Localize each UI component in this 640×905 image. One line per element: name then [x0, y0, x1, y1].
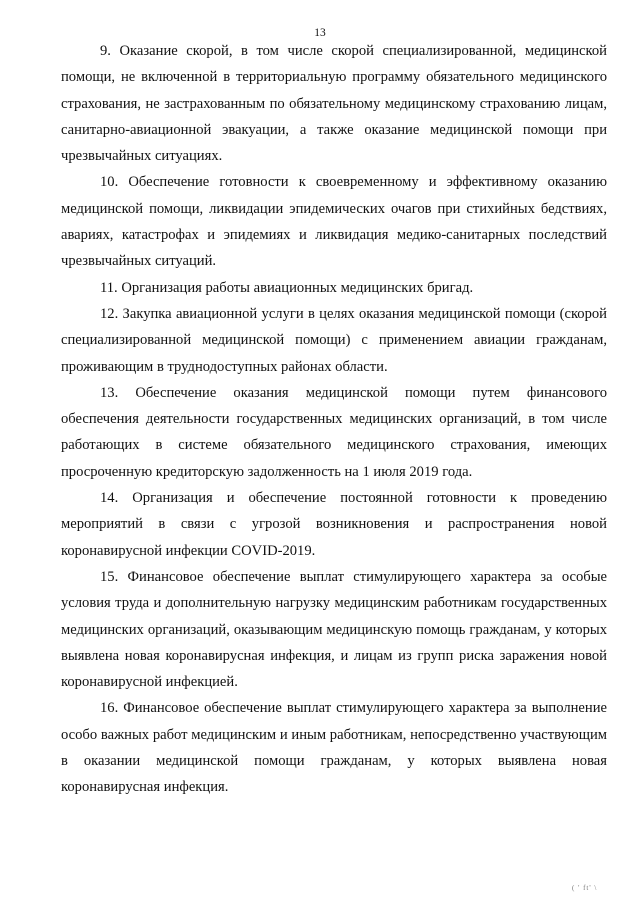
- paragraph-item-15: 15. Финансовое обеспечение выплат стимулирующего характера за особые условия труда и дополнительную нагрузку медицинским работникам государственных медицинских организаций, оказывающим медицинскую помощь гражданам, у которых выявлена новая коронавирусная инфекция, и лицам из групп риска заражения новой коронавирусной инфекцией.: [61, 568, 607, 691]
- document-body: [61, 38, 607, 801]
- paragraph-item-11: 11. Организация работы авиационных медицинских бригад.: [100, 279, 474, 296]
- paragraph-item-14: 14. Организация и обеспечение постоянной готовности к проведению мероприятий в связи с угрозой возникновения и распространения новой коронавирусной инфекции COVID-2019.: [61, 490, 607, 559]
- paragraph-item-16: 16. Финансовое обеспечение выплат стимулирующего характера за выполнение особо важных работ медицинским и иным работникам, непосредственно участвующим в оказании медицинской помощи гражданам, у которых выявлена новая коронавирусная инфекция.: [61, 700, 607, 796]
- paragraph-item-12: 12. Закупка авиационной услуги в целях оказания медицинской помощи (скорой специализированной медицинской помощи) с применением авиации гражданам, проживающим в труднодоступных районах области.: [61, 305, 607, 375]
- paragraph-item-13: 13. Обеспечение оказания медицинской помощи путем финансового обеспечения деятельности государственных медицинских организаций, в том числе работающих в системе обязательного медицинского страхования, имеющих просроченную кредиторскую задолженность на 1 июля 2019 года.: [61, 384, 607, 480]
- paragraph-item-10: 10. Обеспечение готовности к своевременному и эффективному оказанию медицинской помощи, ликвидации эпидемических очагов при стихийных бедствиях, авариях, катастрофах и эпидемиях и ликвидация медико-санитарных последствий чрезвычайных ситуаций.: [61, 174, 607, 270]
- paragraph-item-9: 9. Оказание скорой, в том числе скорой специализированной, медицинской помощи, не включенной в территориальную программу обязательного медицинского страхования, не застрахованным по обязательному медицинскому страхованию лицам, санитарно-авиационной эвакуации, а также оказание медицинской помощи при чрезвычайных ситуациях.: [61, 43, 607, 165]
- footer-scan-mark: ( ' ft' \: [572, 884, 598, 892]
- page-number: 13: [314, 27, 326, 39]
